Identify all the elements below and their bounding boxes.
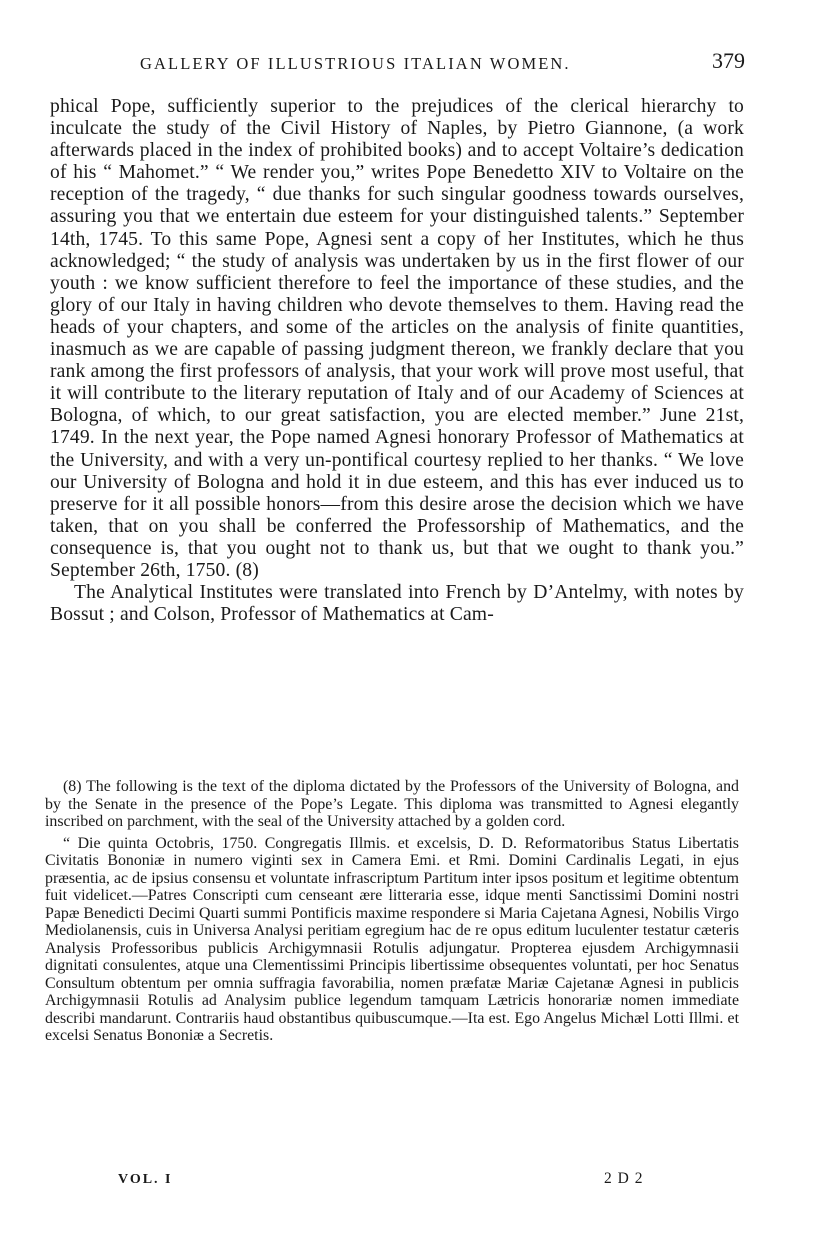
running-title: GALLERY OF ILLUSTRIOUS ITALIAN WOMEN.	[140, 54, 571, 73]
printer-signature	[118, 1172, 658, 1194]
body-paragraph: phical Pope, sufficiently superior to the prejudices of the clerical hierarchy to inculcate the study of the Civil History of Naples, by Pietro Giannone, (a work afterwards placed in the index of prohibited books) and to accept Voltaire’s dedication of his “ Mahomet.” “ We render you,” writes Pope Benedetto XIV to Voltaire on the reception of the tragedy, “ due thanks for such singular goodness towards ourselves, assuring you that we entertain due esteem for your distinguished talents.” September 14th, 1745. To this same Pope, Agnesi sent a copy of her Institutes, which he thus acknowledged; “ the study of analysis was undertaken by us in the first flower of our youth : we know sufficient therefore to feel the importance of these studies, and the glory of our Italy in having children who devote themselves to them. Having read the heads of your chapters, and some of the articles on the analysis of finite quantities, inasmuch as we are capable of passing judgment thereon, we frankly declare that you rank among the first professors of analysis, that your work will prove most useful, that it will contribute to the literary reputation of Italy and of our Academy of Sciences at Bologna, of which, to our great satisfaction, you are elected member.” June 21st, 1749. In the next year, the Pope named Agnesi honorary Professor of Mathematics at the University, and with a very un-pontifical courtesy replied to her thanks. “ We love our University of Bologna and hold it in due esteem, and this has ever induced us to preserve for it all possible honors—from this desire arose the decision which we have taken, that on you shall be conferred the Professorship of Mathematics, and the consequence is, that you ought not to thank us, but that we ought to thank you.” September 26th, 1750. (8)	[50, 96, 744, 581]
volume-label: VOL. I	[118, 1172, 173, 1187]
main-text	[50, 96, 744, 626]
page-number: 379	[712, 48, 745, 73]
footnote-latin-paragraph: “ Die quinta Octobris, 1750. Congregatis Illmis. et excelsis, D. D. Reformatoribus Status Libertatis Civitatis Bononiæ in numero viginti sex in Camera Emi. et Rmi. Domini Cardinalis Legati, in ejus præsentia, ac de ipsius consensu et voluntate infrascriptum Partitum inter ipsos positum et legitime obtentum fuit videlicet.—Patres Conscripti cum censeant ære litteraria esse, idque menti Sanctissimi Domini nostri Papæ Benedicti Decimi Quarti summi Pontificis maxime respondere si Maria Cajetana Agnesi, Nobilis Virgo Mediolanensis, cuis in Universa Analysi peritiam egregium hac de re opus editum luculenter testatur cæteris Analysis Professoribus publicis Archigymnasii Rotulis adjungatur. Propterea ejusdem Archigymnasii dignitati consulentes, atque una Clementissimi Principis libertissime obsequentes voluntati, per hoc Senatus Consultum obtentum per omnia suffragia favorabilia, nomen præfatæ Mariæ Cajetanæ Agnesi in publicis Archigymnasii Rotulis ad Analysim publice legendum tamquam Lætricis honorariæ nomen immediate describi mandarunt. Contrariis haud obstantibus quibuscumque.—Ita est. Ego Angelus Michæl Lotti Illmi. et excelsi Senatus Bononiæ a Secretis.	[45, 834, 739, 1044]
sheet-signature-mark: 2 D 2	[604, 1170, 644, 1187]
running-header	[140, 48, 745, 78]
footnote-paragraph: (8) The following is the text of the diploma dictated by the Professors of the University of Bologna, and by the Senate in the presence of the Pope’s Legate. This diploma was transmitted to Agnesi elegantly inscribed on parchment, with the seal of the University attached by a golden cord.	[45, 778, 739, 830]
body-paragraph: The Analytical Institutes were translated into French by D’Antelmy, with notes by Bossut ; and Colson, Professor of Mathematics at Cam-	[50, 582, 744, 626]
footnote	[45, 778, 739, 1045]
